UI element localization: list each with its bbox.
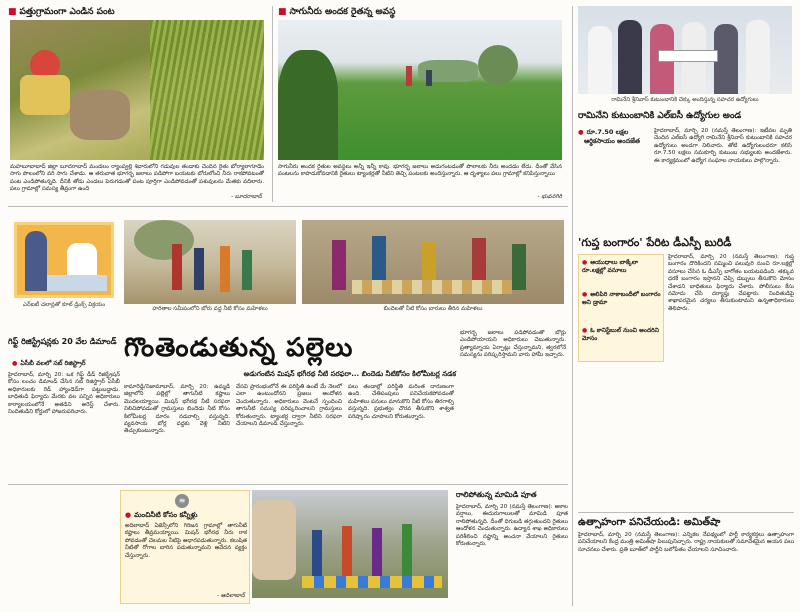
divider (8, 206, 568, 207)
left-mid-body: హైదరాబాద్, మార్చి 20: ఒక గిఫ్ట్ డీడ్ రిజిస్ట్రేషన్ కోసం లంచం డిమాండ్ చేసిన సబ్ రిజిస్ట్రార్ ఏసీబీ అధికారులకు రెడ్ హ్యాండెడ్‌గా పట్టుబడ్డాడు. బాధితుడి ఫిర్యాదు మేరకు వల పన్నిన అధికారులు కార్యాలయంలోనే అతడిని అరెస్ట్ చేశారు. నిందితుడిని కోర్టులో హాజరుపరిచారు. (8, 372, 120, 416)
center-photos (124, 212, 568, 324)
top-right-body: హైదరాబాద్, మార్చి 20 (నమస్తే తెలంగాణ): ఇటీవల మృతి చెందిన ఎల్ఐసీ ఉద్యోగి రామినేని శ్రీనివాస్ కుటుంబానికి సహచర ఉద్యోగులు అండగా నిలిచారు. తోటి ఉద్యోగులందరూ కలిసి రూ.7.50 లక్షలు సమకూర్చి కుటుంబ సభ్యులకు అందజేశారు. ఈ కార్యక్రమంలో ఉద్యోగ సంఘాల నాయకులు పాల్గొన్నారు. (654, 128, 792, 164)
cheque-handover-photo (578, 6, 792, 94)
center-right-caption: బిందెలతో నీటి కోసం బారులు తీరిన మహిళలు (383, 306, 483, 312)
left-mid-headline: గిఫ్ట్ రిజిస్ట్రేషన్లకు 20 వేల డిమాండ్ (8, 337, 117, 346)
top-mid-caption: సాగునీరు అందక రైతుల అవస్థలు అన్నీ ఇన్నీ కావు. భూగర్భ జలాలు అడుగంటడంతో పొలాలకు నీరు అందడం లేదు. దీంతో వేసిన పంటలను కాపాడుకోవడానికి రైతులు ట్యాంకర్లతో నీటిని తెచ్చి పంటలకు అందిస్తున్నారు. ఆ దృశ్యాలు పలు గ్రామాల్లో కనిపిస్తున్నాయి (278, 164, 562, 178)
bullet-item: ● అలిపిరి నాకాబందీలో బంగారం అని డ్రామా (582, 291, 661, 306)
main-col-2: వేసవి ప్రారంభంలోనే ఈ పరిస్థితి ఉంటే మే నెలలో ఎలా ఉంటుందోనని ప్రజలు ఆందోళన చెందుతున్నారు. అధికారులు వెంటనే స్పందించి తాగునీటి సమస్య పరిష్కరించాలని గ్రామస్తులు కోరుతున్నారు. ట్యాంకర్ల ద్వారా నీటిని సరఫరా చేయాలని డిమాండ్ చేస్తున్నారు. (236, 384, 342, 428)
bullet-icon: ● (125, 511, 132, 519)
top-left-caption: మహబూబాబాద్ జిల్లా బూదరాబాద్ మండలం ర్యాంప్వల్లి శివారులోని గడువుల తండాకు చెందిన రైతు బోర్యాలాగూడెం సాగు పొలంలోని వరి సాగు చేశాడు. ఆ తరువాత భూగర్భ జలాలు పడిపోగా బయటకు బోరులోంచి నీరు రాకపోవటంతో పంట ఎండిపోతున్నది. దీనికి తోడు ఎండలు పెరుగడంతో పంట పూర్తిగా ఎండిపోవడంతో పశువులను మేతకు వదిలారు. పలు గ్రామాల్లో సమస్య తీవ్రంగా ఉంది (10, 164, 264, 193)
bullet-icon: ● (582, 259, 588, 266)
water-walk-photo (124, 220, 296, 304)
center-left-caption: హరితాల సమీపంలోని బోరు వద్ద నీటి కోసం మహిళలు (152, 306, 268, 312)
main-col-4: భూగర్భ జలాలు పడిపోవడంతో బోర్లు ఎండిపోయాయని అధికారులు చెబుతున్నారు. ప్రత్యామ్నాయ ఏర్పాట్లు చేస్తున్నామని, త్వరలోనే సమస్యను పరిష్కరిస్తామని వారు హామీ ఇచ్చారు. (460, 330, 566, 359)
top-right-story (578, 6, 794, 242)
section-marker-icon: ■ (8, 7, 17, 17)
top-right-headline: రామినేని కుటుంబానికి ఎల్ఐసీ ఉద్యోగుల అండ (578, 111, 742, 121)
right-mid-story (578, 236, 794, 508)
divider (572, 6, 573, 606)
right-mid-bullet-box (578, 254, 664, 362)
bottom-mid-body: హైదరాబాద్, మార్చి 20 (నమస్తే తెలంగాణ): అకాల వర్షాలు, ఈదురుగాలులతో మామిడి పూత రాలిపోతున్నది. దీంతో దిగుబడి తగ్గుతుందని రైతులు ఆందోళన చెందుతున్నారు. ఉద్యాన శాఖ అధికారులు పరిశీలించి నష్టాన్ని అంచనా వేయాలని రైతులు కోరుతున్నారు. (456, 504, 568, 548)
top-right-bullets (578, 128, 650, 146)
main-headline: గొంతెండుతున్న పల్లెలు (124, 333, 354, 363)
bullet-icon: ● (582, 291, 588, 298)
bottom-left-box (120, 490, 250, 604)
officials-photo (14, 222, 114, 298)
divider (272, 6, 273, 202)
top-mid-credit: - భువనగిరి (537, 194, 562, 200)
bottom-mid-story (456, 490, 568, 606)
bullet-icon: ● (582, 327, 588, 334)
bottom-right-story (578, 516, 794, 608)
divider (578, 512, 794, 513)
comment-icon: ≡ (175, 494, 189, 508)
top-left-headline: ■ పత్తుగ్రామంగా ఎండిన పంట (8, 7, 115, 17)
bullet-item: ● ఆయుధాలు బాక్కేలా రూ.లక్షల్లో వసూలు (582, 259, 639, 274)
left-mid-subhead: ● ఏసీబీ వలలో సబ్ రిజిస్ట్రార్ (12, 360, 86, 367)
top-left-story (8, 6, 266, 202)
water-tank-photo (252, 490, 448, 598)
section-marker-icon: ■ (278, 7, 287, 17)
bullet-item: ఆర్థికసాయం అందజేత (584, 137, 640, 145)
top-mid-story (278, 6, 566, 202)
top-left-credit: - బూదరాబాద్ (231, 194, 262, 200)
bullet-icon: ● (578, 128, 584, 136)
left-mid-story (8, 212, 120, 488)
bottom-right-headline: ఉత్సాహంగా పనిచేయండి: అమిత్‌షా (578, 517, 721, 528)
bottom-left-credit: - ఆదిలాబాద్ (216, 593, 245, 599)
bullet-icon: ● (12, 360, 18, 367)
bullet-item: ● ఓ కానిస్టేబుల్ నుంచి అందరిని మోసం (582, 327, 659, 342)
main-story (124, 330, 568, 478)
right-mid-body: హైదరాబాద్, మార్చి 20 (నమస్తే తెలంగాణ): గుప్త బంగారం దొరికిందని నమ్మించి పలువురి నుంచి రూ.లక్షల్లో వసూలు చేసిన ఓ డీఎస్పీ బాగోతం బయటపడింది. తక్కువ ధరకే బంగారం ఇస్తానని చెప్పి డబ్బులు తీసుకొని మోసం చేశాడని బాధితులు ఫిర్యాదు చేశారు. పోలీసులు కేసు నమోదు చేసి దర్యాప్తు చేపట్టారు. నిందితుడిపై శాఖాపరమైన చర్యలు తీసుకుంటామని ఉన్నతాధికారులు తెలిపారు. (668, 254, 794, 312)
bottom-left-headline: ● మంచినీటి కోసం కన్నీళ్లు (125, 511, 198, 519)
water-queue-photo (302, 220, 564, 304)
bullet-item: ● రూ.7.50 లక్షల (578, 128, 629, 136)
main-col-3: పలు తండాల్లో పరిస్థితి మరింత దారుణంగా ఉంది. చేతిపంపులు పనిచేయకపోవడంతో మహిళలు పనులు మానుకొని నీటి కోసం తిరగాల్సి వస్తున్నది. ప్రభుత్వం చొరవ తీసుకొని శాశ్వత పరిష్కారం చూపాలని కోరుతున్నారు. (348, 384, 454, 420)
bottom-left-body: అదిలాబాద్ ఏజెన్సీలోని గిరిజన గ్రామాల్లో తాగునీటి కష్టాలు తీవ్రమయ్యాయి. మిషన్ భగీరథ నీరు రాక పోవడంతో చెలమల నీటిపై ఆధారపడుతున్నారు. కలుషిత నీటితో రోగాల బారిన పడుతున్నామని ఆవేదన వ్యక్తం చేస్తున్నారు. (125, 523, 247, 559)
farm-field-photo (278, 20, 562, 160)
right-mid-headline: 'గుప్త బంగారం' పేరిట డీఎస్పీ బురిడీ (578, 236, 732, 249)
top-right-photo-caption: రామినేని శ్రీనివాస్ కుటుంబానికి చెక్కు అందిస్తున్న సహచర ఉద్యోగులు (611, 97, 759, 103)
left-mid-photo-caption: ఎన్ఐటీ చలాన్లతో కూల్ డ్రింక్స్ విక్రయం (22, 302, 106, 308)
main-subhead: అడుగంటిన మిషన్ భగీరథ నీటి సరఫరా... బిందెడు నీటికోసం కిలోమీటర్ల నడక (243, 370, 456, 378)
divider (8, 484, 568, 485)
main-col-1: కామారెడ్డి/నిజామాబాద్, మార్చి 20: ఉమ్మడి జిల్లాలోని పల్లెల్లో తాగునీటి కష్టాలు మొదలయ్యాయి. మిషన్ భగీరథ నీటి సరఫరా నిలిచిపోవడంతో గ్రామస్తులు బిందెడు నీటి కోసం కిలోమీటర్ల దూరం నడవాల్సి వస్తున్నది. వ్యవసాయ బోర్ల వద్దకు వెళ్లి నీటిని తెచ్చుకుంటున్నారు. (124, 384, 230, 435)
bottom-mid-headline: రాలిపోతున్న మామిడి పూత (456, 490, 537, 499)
bottom-right-body: హైదరాబాద్, మార్చి 20 (నమస్తే తెలంగాణ): ఎన్నికల నేపథ్యంలో పార్టీ కార్యకర్తలు ఉత్సాహంగా పనిచేయాలని కేంద్ర మంత్రి అమిత్‌షా పిలుపునిచ్చారు. రాష్ట్ర నాయకులతో సమావేశమైన ఆయన పలు సూచనలు చేశారు. ప్రతి బూత్‌లో పార్టీని బలోపేతం చేయాలని సూచించారు. (578, 532, 794, 553)
top-mid-headline: ■ సాగునీరు అందక రైతన్న అవస్థ (278, 7, 396, 17)
dry-crop-photo (10, 20, 264, 160)
